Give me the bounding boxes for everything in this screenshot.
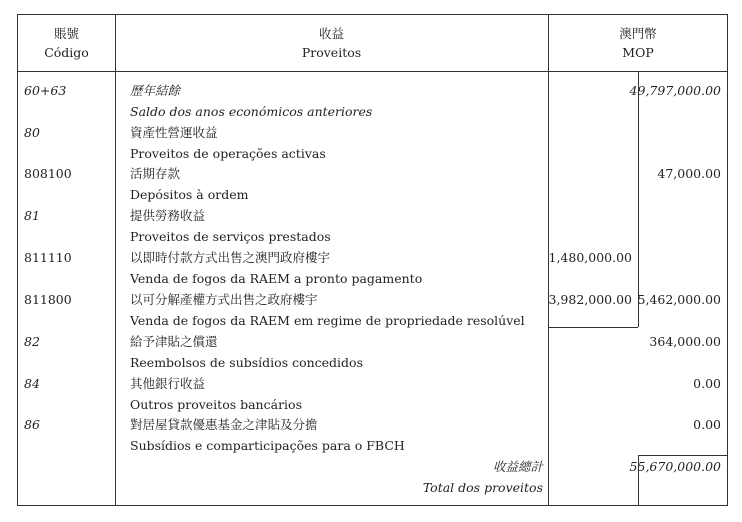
row-code: 808100 xyxy=(24,166,72,181)
row-code: 84 xyxy=(24,376,40,391)
row-desc-pt: Proveitos de serviços prestados xyxy=(130,229,331,244)
row-amount: 364,000.00 xyxy=(649,334,721,349)
row-desc-zh: 提供勞務收益 xyxy=(130,208,206,223)
row-code: 81 xyxy=(24,208,40,223)
row-desc-zh: 以可分解產權方式出售之政府樓宇 xyxy=(130,292,318,307)
row-desc-zh: 其他銀行收益 xyxy=(130,376,206,391)
subtotal-column-bottom xyxy=(548,327,638,328)
header-currency-pt: MOP xyxy=(622,45,654,60)
revenue-table xyxy=(17,14,728,506)
row-desc-pt: Saldo dos anos económicos anteriores xyxy=(130,104,373,119)
header-code xyxy=(18,24,115,62)
row-code: 811800 xyxy=(24,292,72,307)
subtotal-column-divider xyxy=(638,71,639,327)
header-code-pt: Código xyxy=(44,45,89,60)
row-desc-zh: 資產性營運收益 xyxy=(130,125,218,140)
row-desc-zh: 以即時付款方式出售之澳門政府樓宇 xyxy=(130,250,331,265)
row-code: 811110 xyxy=(24,250,72,265)
row-code: 82 xyxy=(24,334,40,349)
row-desc-pt: Venda de fogos da RAEM em regime de propriedade resolúvel xyxy=(130,313,525,328)
row-code: 80 xyxy=(24,125,40,140)
header-divider xyxy=(18,71,727,72)
header-code-zh: 賬號 xyxy=(53,26,79,41)
row-desc-zh: 對居屋貸款優惠基金之津貼及分擔 xyxy=(130,417,318,432)
row-desc-pt: Venda de fogos da RAEM a pronto pagamento xyxy=(130,271,423,286)
total-top-line xyxy=(638,455,727,456)
total-label-zh: 收益總計 xyxy=(492,459,543,474)
header-currency-zh: 澳門幣 xyxy=(619,26,657,41)
column-divider-code xyxy=(115,15,116,505)
row-desc-pt: Reembolsos de subsídios concedidos xyxy=(130,355,363,370)
header-currency xyxy=(548,24,728,62)
row-desc-pt: Outros proveitos bancários xyxy=(130,397,302,412)
row-code: 86 xyxy=(24,417,40,432)
row-desc-pt: Depósitos à ordem xyxy=(130,187,249,202)
total-amount: 55,670,000.00 xyxy=(629,459,721,474)
header-description xyxy=(115,24,548,62)
row-desc-pt: Subsídios e comparticipações para o FBCH xyxy=(130,438,405,453)
row-desc-zh: 活期存款 xyxy=(130,166,181,181)
row-desc-zh: 給予津貼之償還 xyxy=(130,334,218,349)
row-subamount: 1,480,000.00 xyxy=(548,250,632,265)
row-amount: 5,462,000.00 xyxy=(637,292,721,307)
row-subamount: 3,982,000.00 xyxy=(548,292,632,307)
row-amount: 47,000.00 xyxy=(657,166,721,181)
header-desc-pt: Proveitos xyxy=(301,45,362,60)
row-amount: 0.00 xyxy=(693,376,721,391)
row-amount: 49,797,000.00 xyxy=(629,83,721,98)
row-desc-zh: 歷年結餘 xyxy=(130,83,181,98)
row-desc-pt: Proveitos de operações activas xyxy=(130,146,326,161)
total-label-pt: Total dos proveitos xyxy=(422,480,543,495)
header-desc-zh: 收益 xyxy=(318,26,344,41)
row-amount: 0.00 xyxy=(693,417,721,432)
row-code: 60+63 xyxy=(24,83,67,98)
